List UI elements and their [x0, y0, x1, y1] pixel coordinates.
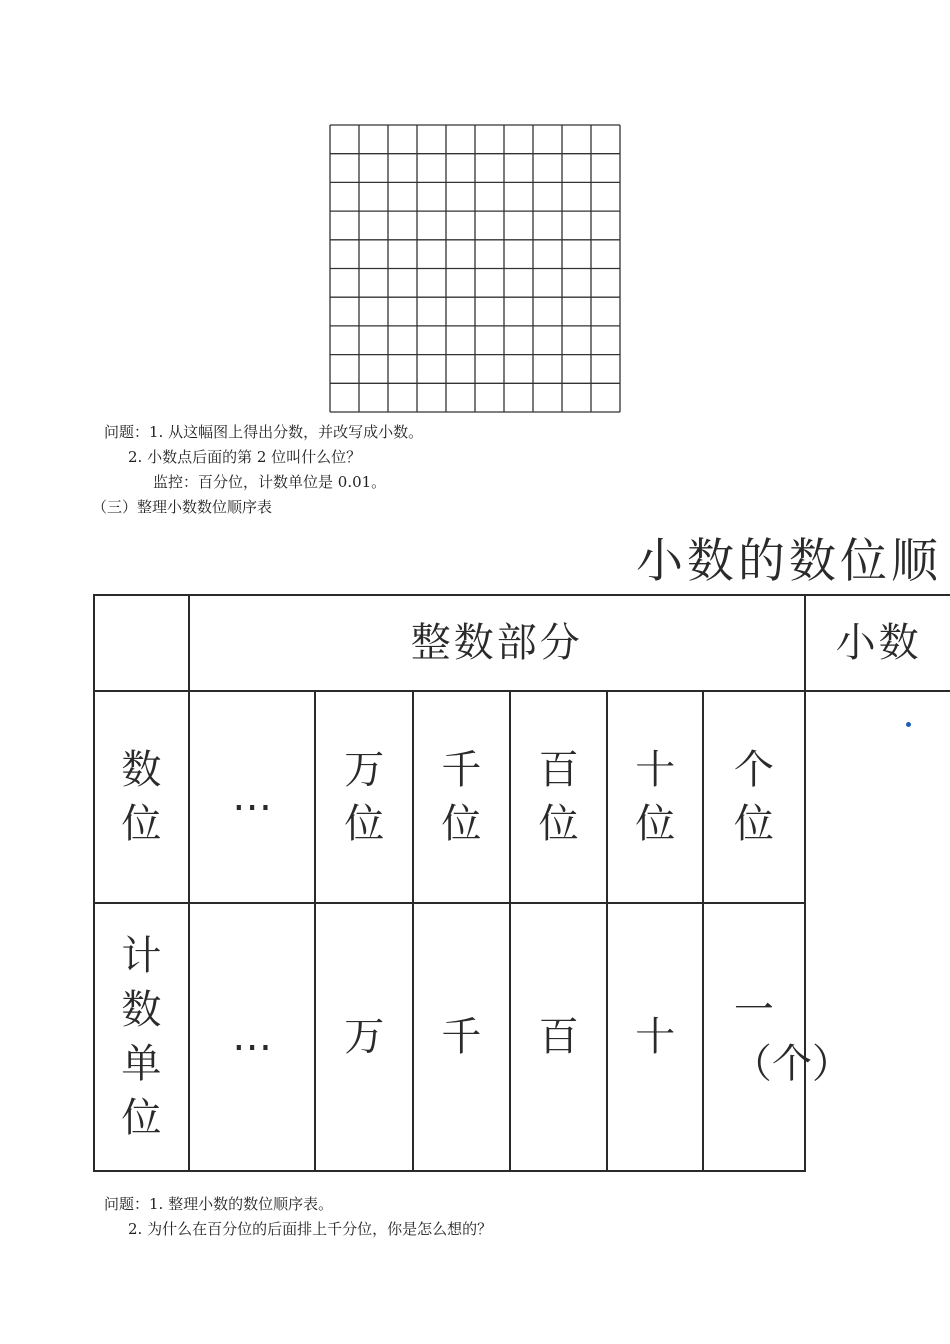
place-ellipsis: …: [189, 691, 316, 903]
unit-ge: 一（个）: [703, 903, 804, 1171]
unit-row-label: 计数单位: [94, 903, 189, 1171]
decimal-point-cell: [805, 691, 950, 1171]
place-row-label: 数位: [94, 691, 189, 903]
integer-part-header: 整数部分: [189, 595, 805, 691]
decimal-point-dot: [906, 722, 911, 727]
question-1: 问题：1. 从这幅图上得出分数，并改写成小数。: [104, 423, 424, 441]
place-shi: 十位: [607, 691, 703, 903]
place-ge: 个位: [703, 691, 804, 903]
section-heading: （三）整理小数数位顺序表: [92, 498, 273, 516]
unit-wan: 万: [315, 903, 413, 1171]
bottom-question-1: 问题：1. 整理小数的数位顺序表。: [104, 1195, 334, 1213]
place-qian: 千位: [413, 691, 510, 903]
monitor-note: 监控：百分位，计数单位是 0.01。: [153, 473, 387, 491]
place-bai: 百位: [510, 691, 608, 903]
bottom-question-2: 2. 为什么在百分位的后面排上千分位，你是怎么想的？: [128, 1220, 493, 1238]
table-title: 小数的数位顺: [636, 534, 942, 589]
unit-shi: 十: [607, 903, 703, 1171]
corner-cell: [94, 595, 189, 691]
place-value-table: [93, 594, 950, 1172]
question-2: 2. 小数点后面的第 2 位叫什么位？: [128, 448, 362, 466]
unit-qian: 千: [413, 903, 510, 1171]
hundred-grid: [328, 123, 622, 414]
decimal-part-header: 小数: [805, 595, 950, 691]
unit-bai: 百: [510, 903, 608, 1171]
unit-ellipsis: …: [189, 903, 316, 1171]
place-wan: 万位: [315, 691, 413, 903]
